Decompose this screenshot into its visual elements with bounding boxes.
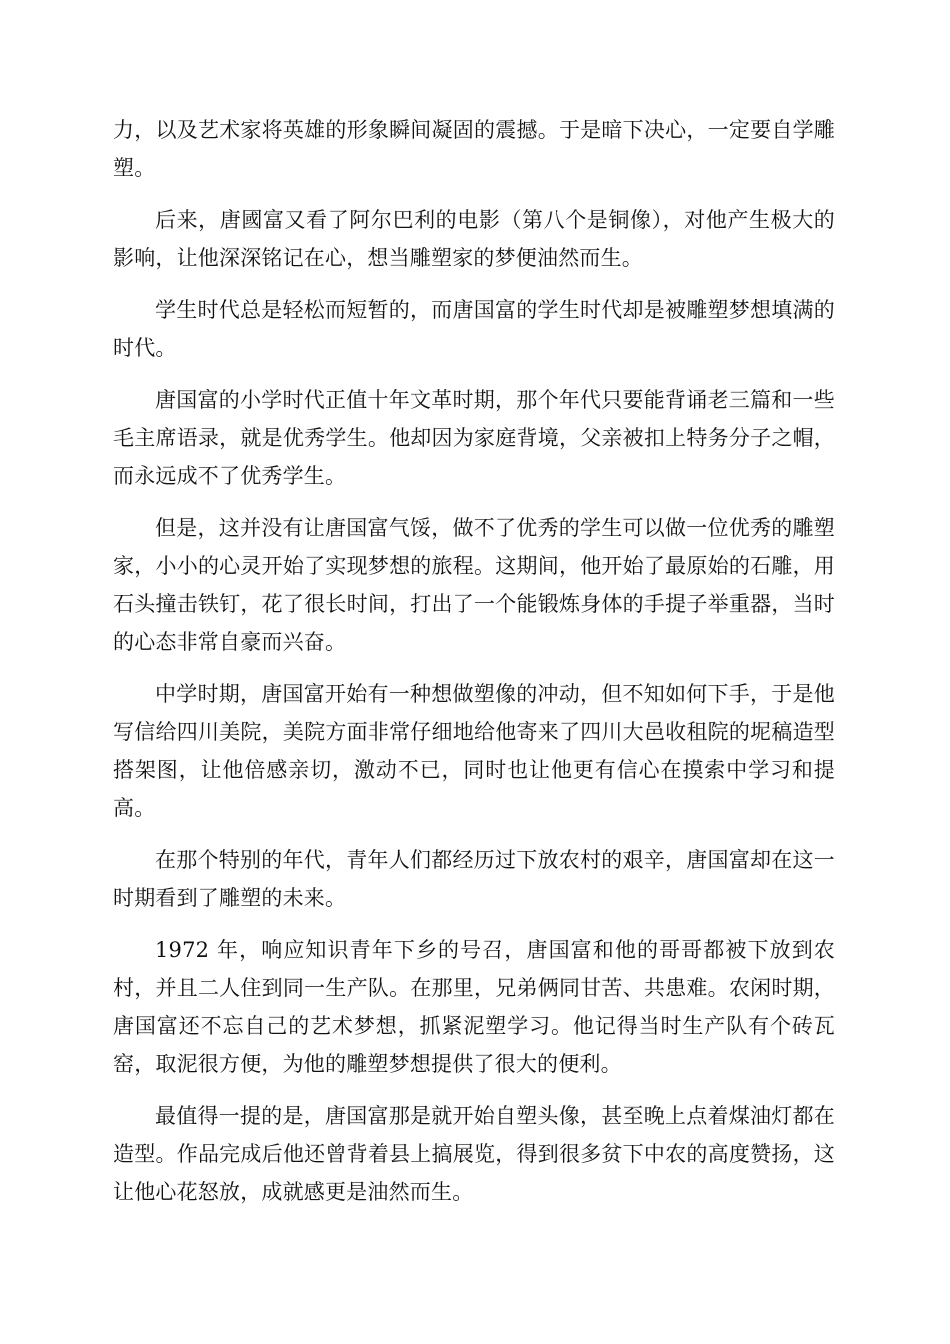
paragraph: 中学时期，唐国富开始有一种想做塑像的冲动，但不知如何下手，于是他写信给四川美院，美院方面非常仔细地给他寄来了四川大邑收租院的坭稿造型搭架图，让他倍感亲切，激动不已，同时也让他更有信心在摸索中学习和提高。 bbox=[113, 682, 835, 820]
paragraph: 后来，唐國富又看了阿尔巴利的电影（第八个是铜像），对他产生极大的影响，让他深深铭记在心，想当雕塑家的梦便油然而生。 bbox=[113, 208, 835, 270]
paragraph: 在那个特别的年代，青年人们都经历过下放农村的艰辛，唐国富却在这一时期看到了雕塑的未来。 bbox=[113, 848, 835, 910]
paragraph: 力，以及艺术家将英雄的形象瞬间凝固的震撼。于是暗下决心，一定要自学雕塑。 bbox=[113, 118, 835, 180]
paragraph: 1972 年，响应知识青年下乡的号召，唐国富和他的哥哥都被下放到农村，并且二人住到同一生产队。在那里，兄弟俩同甘苦、共患难。农闲时期，唐国富还不忘自己的艺术梦想，抓紧泥塑学习。他记得当时生产队有个砖瓦窑，取泥很方便，为他的雕塑梦想提供了很大的便利。 bbox=[113, 938, 835, 1076]
document-body bbox=[113, 111, 835, 1225]
paragraph: 但是，这并没有让唐国富气馁，做不了优秀的学生可以做一位优秀的雕塑家，小小的心灵开始了实现梦想的旅程。这期间，他开始了最原始的石雕，用石头撞击铁钉，花了很长时间，打出了一个能锻炼身体的手提子举重器，当时的心态非常自豪而兴奋。 bbox=[113, 516, 835, 654]
paragraph: 唐国富的小学时代正值十年文革时期，那个年代只要能背诵老三篇和一些毛主席语录，就是优秀学生。他却因为家庭背境，父亲被扣上特务分子之帽，而永远成不了优秀学生。 bbox=[113, 388, 835, 488]
paragraph: 最值得一提的是，唐国富那是就开始自塑头像，甚至晚上点着煤油灯都在造型。作品完成后他还曾背着县上搞展览，得到很多贫下中农的高度赞扬，这让他心花怒放，成就感更是油然而生。 bbox=[113, 1104, 835, 1204]
paragraph: 学生时代总是轻松而短暂的，而唐国富的学生时代却是被雕塑梦想填满的时代。 bbox=[113, 298, 835, 360]
